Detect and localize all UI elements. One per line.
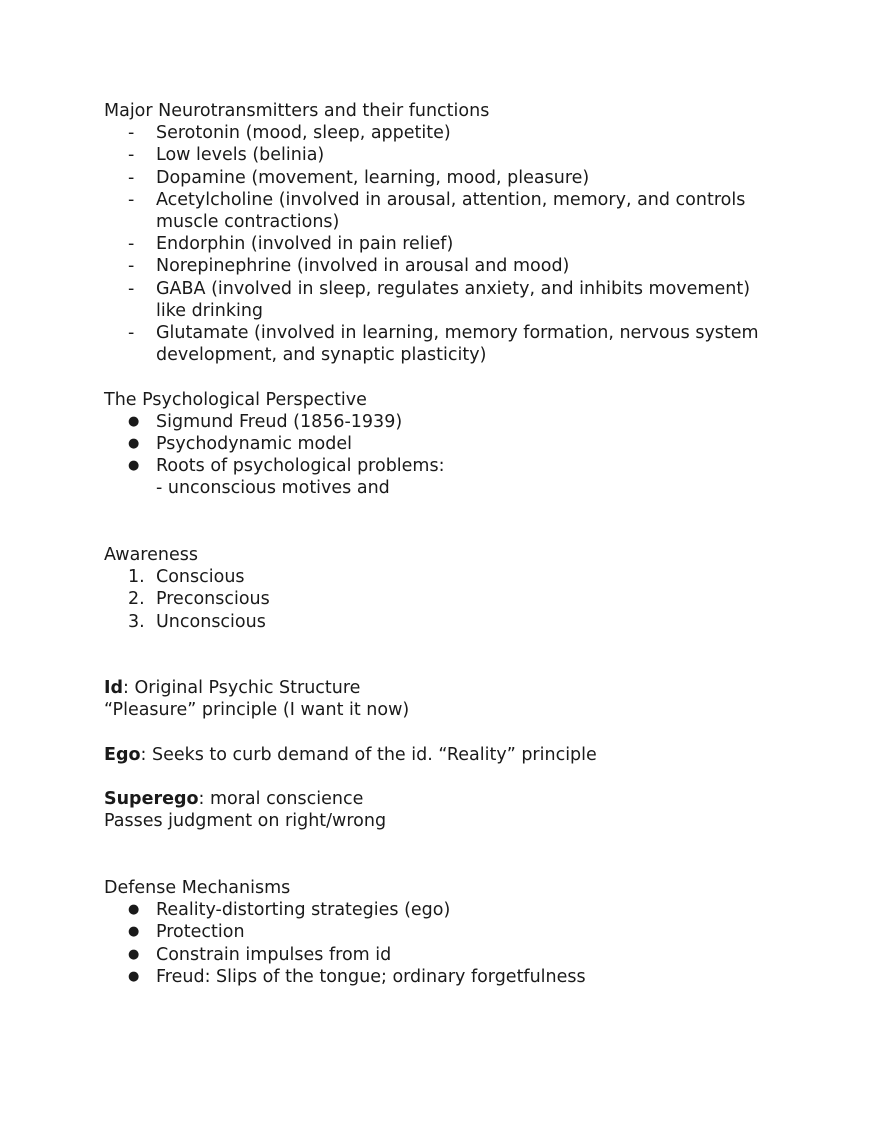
list-item: ● Psychodynamic model	[128, 434, 353, 455]
list-item: - Acetylcholine (involved in arousal, attention, memory, and controls	[128, 189, 746, 210]
list-item-continuation: like drinking	[156, 300, 264, 321]
neurotransmitters-heading: Major Neurotransmitters and their functions	[104, 101, 490, 121]
defense-list	[104, 899, 784, 988]
superego-term: Superego	[104, 789, 199, 810]
awareness-list	[104, 566, 784, 633]
list-item-continuation: development, and synaptic plasticity)	[156, 345, 487, 366]
dash-marker: -	[128, 145, 135, 166]
dash-marker: -	[128, 123, 135, 144]
bullet-icon: ●	[128, 946, 140, 962]
neurotransmitters-list	[104, 122, 784, 366]
bullet-icon: ●	[128, 968, 140, 984]
superego-definition: Superego: moral conscience	[104, 789, 364, 810]
list-item: - Glutamate (involved in learning, memory formation, nervous system	[128, 323, 759, 344]
bullet-icon: ●	[128, 413, 140, 429]
list-item: - Low levels (belinia)	[128, 145, 325, 166]
id-definition: Id: Original Psychic Structure	[104, 678, 361, 699]
list-item: 2. Preconscious	[128, 589, 270, 610]
ego-term: Ego	[104, 744, 141, 765]
list-item: - Norepinephrine (involved in arousal and mood)	[128, 256, 570, 277]
dash-marker: -	[128, 234, 135, 255]
list-item: ● Protection	[128, 922, 245, 943]
awareness-heading: Awareness	[104, 545, 198, 566]
list-item: - Endorphin (involved in pain relief)	[128, 234, 454, 255]
psychological-list	[104, 411, 784, 478]
list-item: ● Sigmund Freud (1856-1939)	[128, 411, 403, 432]
list-number: 1.	[128, 567, 145, 588]
list-item: - Dopamine (movement, learning, mood, pleasure)	[128, 167, 590, 188]
list-item: 1. Conscious	[128, 567, 245, 588]
list-item-continuation: muscle contractions)	[156, 212, 340, 233]
bullet-icon: ●	[128, 436, 140, 452]
id-principle: “Pleasure” principle (I want it now)	[104, 700, 410, 721]
defense-heading: Defense Mechanisms	[104, 878, 291, 899]
bullet-icon: ●	[128, 902, 140, 918]
list-item: ● Constrain impulses from id	[128, 944, 392, 965]
list-item: ● Freud: Slips of the tongue; ordinary forgetfulness	[128, 966, 586, 987]
id-term: Id	[104, 678, 124, 699]
list-item: ● Roots of psychological problems:	[128, 456, 445, 477]
bullet-icon: ●	[128, 924, 140, 940]
psychological-heading: The Psychological Perspective	[104, 389, 367, 410]
dash-marker: -	[128, 278, 135, 299]
bullet-icon: ●	[128, 458, 140, 474]
list-item: - GABA (involved in sleep, regulates anxiety, and inhibits movement)	[128, 278, 751, 299]
superego-judgment: Passes judgment on right/wrong	[104, 811, 387, 832]
document-page	[104, 100, 784, 988]
dash-marker: -	[128, 189, 135, 210]
ego-definition: Ego: Seeks to curb demand of the id. “Reality” principle	[104, 744, 597, 765]
dash-marker: -	[128, 256, 135, 277]
sub-list-item: - unconscious motives and	[156, 478, 390, 499]
list-item: ● Reality-distorting strategies (ego)	[128, 900, 451, 921]
list-number: 2.	[128, 589, 145, 610]
dash-marker: -	[128, 323, 135, 344]
dash-marker: -	[128, 167, 135, 188]
list-item: - Serotonin (mood, sleep, appetite)	[128, 123, 451, 144]
list-number: 3.	[128, 611, 145, 632]
list-item: 3. Unconscious	[128, 611, 266, 632]
